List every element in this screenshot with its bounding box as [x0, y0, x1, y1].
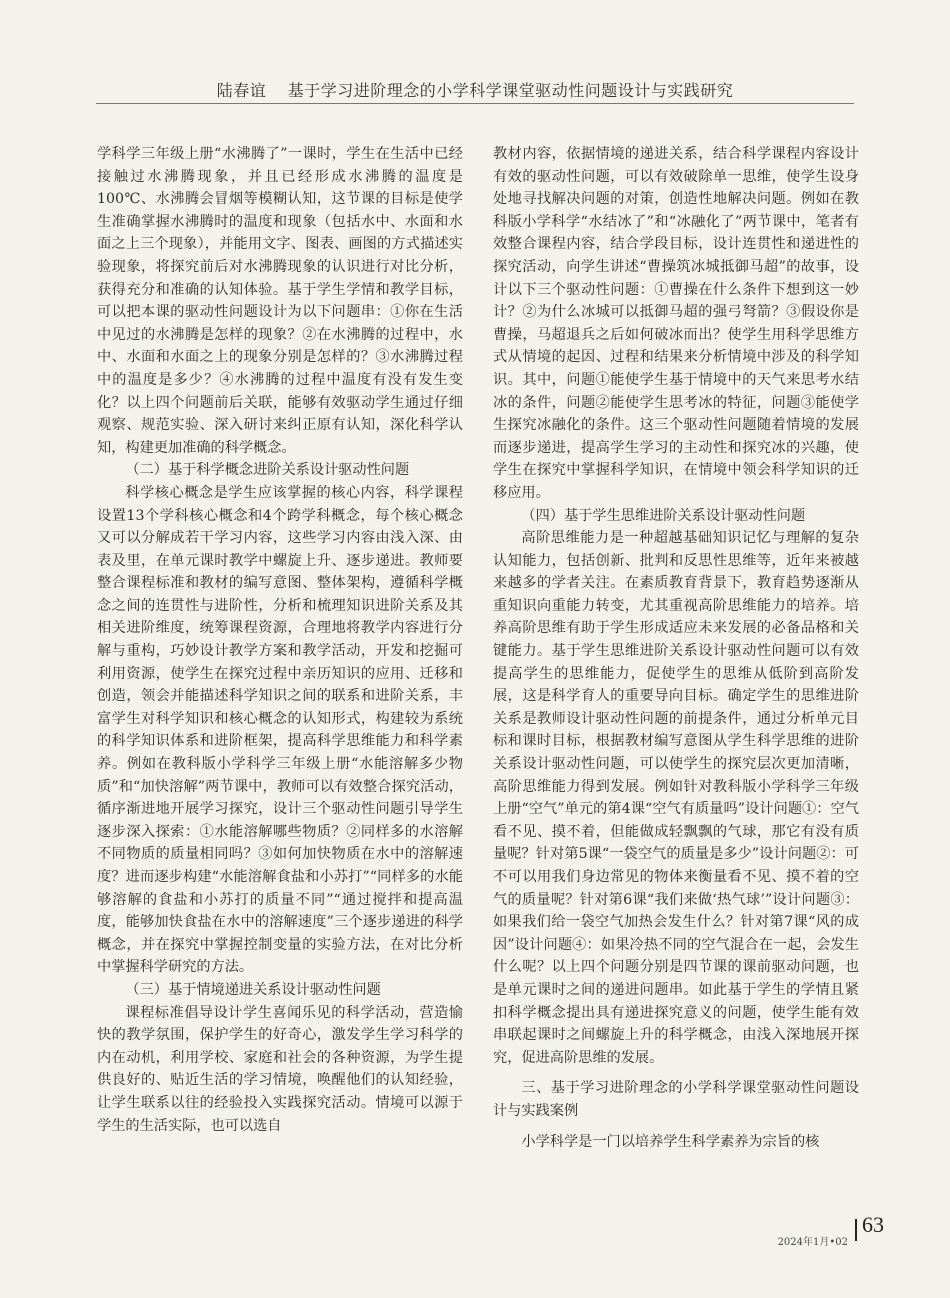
left-paragraph-3: 课程标准倡导设计学生喜闻乐见的科学活动，营造愉快的教学氛围，保护学生的好奇心，激发学生学习科学的内在动机，利用学校、家庭和社会的各种资源，为学生提供良好的、贴近生活的学习情境，唤醒他们的认知经验，让学生联系以往的经验投入实践探究活动。情境可以源于学生的生活实际，也可以选自: [97, 1004, 463, 1134]
issue-date: 2024年1月•02: [777, 1237, 848, 1248]
right-paragraph-3: 小学科学是一门以培养学生科学素养为宗旨的核: [521, 1134, 820, 1151]
left-paragraph-2: 科学核心概念是学生应该掌握的核心内容，科学课程设置13个学科核心概念和4个跨学科概念，每个核心概念又可以分解成若干学习内容，这些学习内容由浅入深、由表及里，在单元课时教学中螺旋上升、逐步递进。教师要整合课程标准和教材的编写意图、整体架构，遵循科学概念之间的连贯性与进阶性，分析和梳理知识进阶关系及其相关进阶维度，统筹课程资源，合理地将教学内容进行分解与重构，巧妙设计教学方案和教学活动，开发和挖掘可利用资源，使学生在探究过程中亲历知识的应用、迁移和创造，领会并能描述科学知识之间的联系和进阶关系，丰富学生对科学知识和核心概念的认知形式，构建较为系统的科学知识体系和进阶框架，提高科学思维能力和科学素养。例如在教科版小学科学三年级上册“水能溶解多少物质”和“加快溶解”两节课中，教师可以有效整合探究活动，循序渐进地开展学习探究，设计三个驱动性问题引导学生逐步深入探索：①水能溶解哪些物质？②同样多的水溶解不同物质的质量相同吗？③如何加快物质在水中的溶解速度？进而逐步构建“水能溶解食盐和小苏打”“同样多的水能够溶解的食盐和小苏打的质量不同”“通过搅拌和提高温度，能够加快食盐在水中的溶解速度”三个逐步递进的科学概念，并在探究中掌握控制变量的实验方法，在对比分析中掌握科学研究的方法。: [97, 484, 463, 976]
page-number-bar: [855, 1219, 857, 1241]
header-rule: [96, 103, 854, 104]
right-column: [493, 143, 859, 1154]
left-paragraph-1: 学科学三年级上册“水沸腾了”一课时，学生在生活中已经接触过水沸腾现象，并且已经形成水沸腾的温度是100℃、水沸腾会冒烟等模糊认知，这节课的目标是使学生准确掌握水沸腾时的温度和现象（包括水中、水面和水面之上三个现象），并能用文字、图表、画图的方式描述实验现象，将探究前后对水沸腾现象的认识进行对比分析，获得充分和准确的认知体验。基于学生学情和教学目标，可以把本课的驱动性问题设计为以下问题串：①你在生活中见过的水沸腾是怎样的现象？②在水沸腾的过程中，水中、水面和水面之上的现象分别是怎样的？③水沸腾过程中的温度是多少？④水沸腾的过程中温度有没有发生变化？以上四个问题前后关联，能够有效驱动学生通过仔细观察、规范实验、深入研讨来纠正原有认知，深化科学认知，构建更加准确的科学概念。: [97, 146, 463, 456]
subheading-3: （三）基于情境递进关系设计驱动性问题: [125, 981, 381, 998]
header-author: 陆春谊: [216, 81, 267, 100]
left-column: [97, 143, 463, 1137]
running-header: [0, 78, 950, 101]
section-heading-3: 三、基于学习进阶理念的小学科学课堂驱动性问题设计与实践案例: [493, 1080, 859, 1120]
right-paragraph-1: 教材内容，依据情境的递进关系，结合科学课程内容设计有效的驱动性问题，可以有效破除单一思维，使学生设身处地寻找解决问题的对策，创造性地解决问题。例如在教科版小学科学“水结冰了”和“冰融化了”两节课中，笔者有效整合课程内容，结合学段目标，设计连贯性和递进性的探究活动，向学生讲述“曹操筑冰城抵御马超”的故事，设计以下三个驱动性问题：①曹操在什么条件下想到这一妙计？②为什么冰城可以抵御马超的强弓弩箭？③假设你是曹操，马超退兵之后如何破冰而出？使学生用科学思维方式从情境的起因、过程和结果来分析情境中涉及的科学知识。其中，问题①能使学生基于情境中的天气来思考水结冰的条件，问题②能使学生思考冰的特征，问题③能使学生探究冰融化的条件。这三个驱动性问题随着情境的发展而逐步递进，提高学生学习的主动性和探究冰的兴趣，使学生在探究中掌握科学知识，在情境中领会科学知识的迁移应用。: [493, 146, 859, 501]
page-number: 63: [862, 1212, 884, 1237]
right-paragraph-2: 高阶思维能力是一种超越基础知识记忆与理解的复杂认知能力，包括创新、批判和反思性思维等，近年来被越来越多的学者关注。在素质教育背景下，教育趋势逐渐从重知识向重能力转变，尤其重视高阶思维能力的培养。培养高阶思维有助于学生形成适应未来发展的必备品格和关键能力。基于学生思维进阶关系设计驱动性问题可以有效提高学生的思维能力，促使学生的思维从低阶到高阶发展，这是科学育人的重要导向目标。确定学生的思维进阶关系是教师设计驱动性问题的前提条件，通过分析单元目标和课时目标，根据教材编写意图从学生科学思维的进阶关系设计驱动性问题，可以使学生的探究层次更加清晰，高阶思维能力得到发展。例如针对教科版小学科学三年级上册“空气”单元的第4课“空气有质量吗”设计问题①：空气看不见、摸不着，但能做成轻飘飘的气球，那它有没有质量呢？针对第5课“一袋空气的质量是多少”设计问题②：可不可以用我们身边常见的物体来衡量看不见、摸不着的空气的质量呢？针对第6课“我们来做‘热气球’”设计问题③：如果我们给一袋空气加热会发生什么？针对第7课“风的成因”设计问题④：如果冷热不同的空气混合在一起，会发生什么呢？以上四个问题分别是四节课的课前驱动问题，也是单元课时之间的递进问题串。如此基于学生的学情且紧扣科学概念提出具有递进探究意义的问题，使学生能有效串联起课时之间螺旋上升的科学概念，由浅入深地展开探究，促进高阶思维的发展。: [493, 530, 859, 1066]
subheading-2: （二）基于科学概念进阶关系设计驱动性问题: [125, 462, 410, 479]
subheading-4: （四）基于学生思维进阶关系设计驱动性问题: [521, 507, 806, 524]
header-title: 基于学习进阶理念的小学科学课堂驱动性问题设计与实践研究: [287, 81, 734, 100]
